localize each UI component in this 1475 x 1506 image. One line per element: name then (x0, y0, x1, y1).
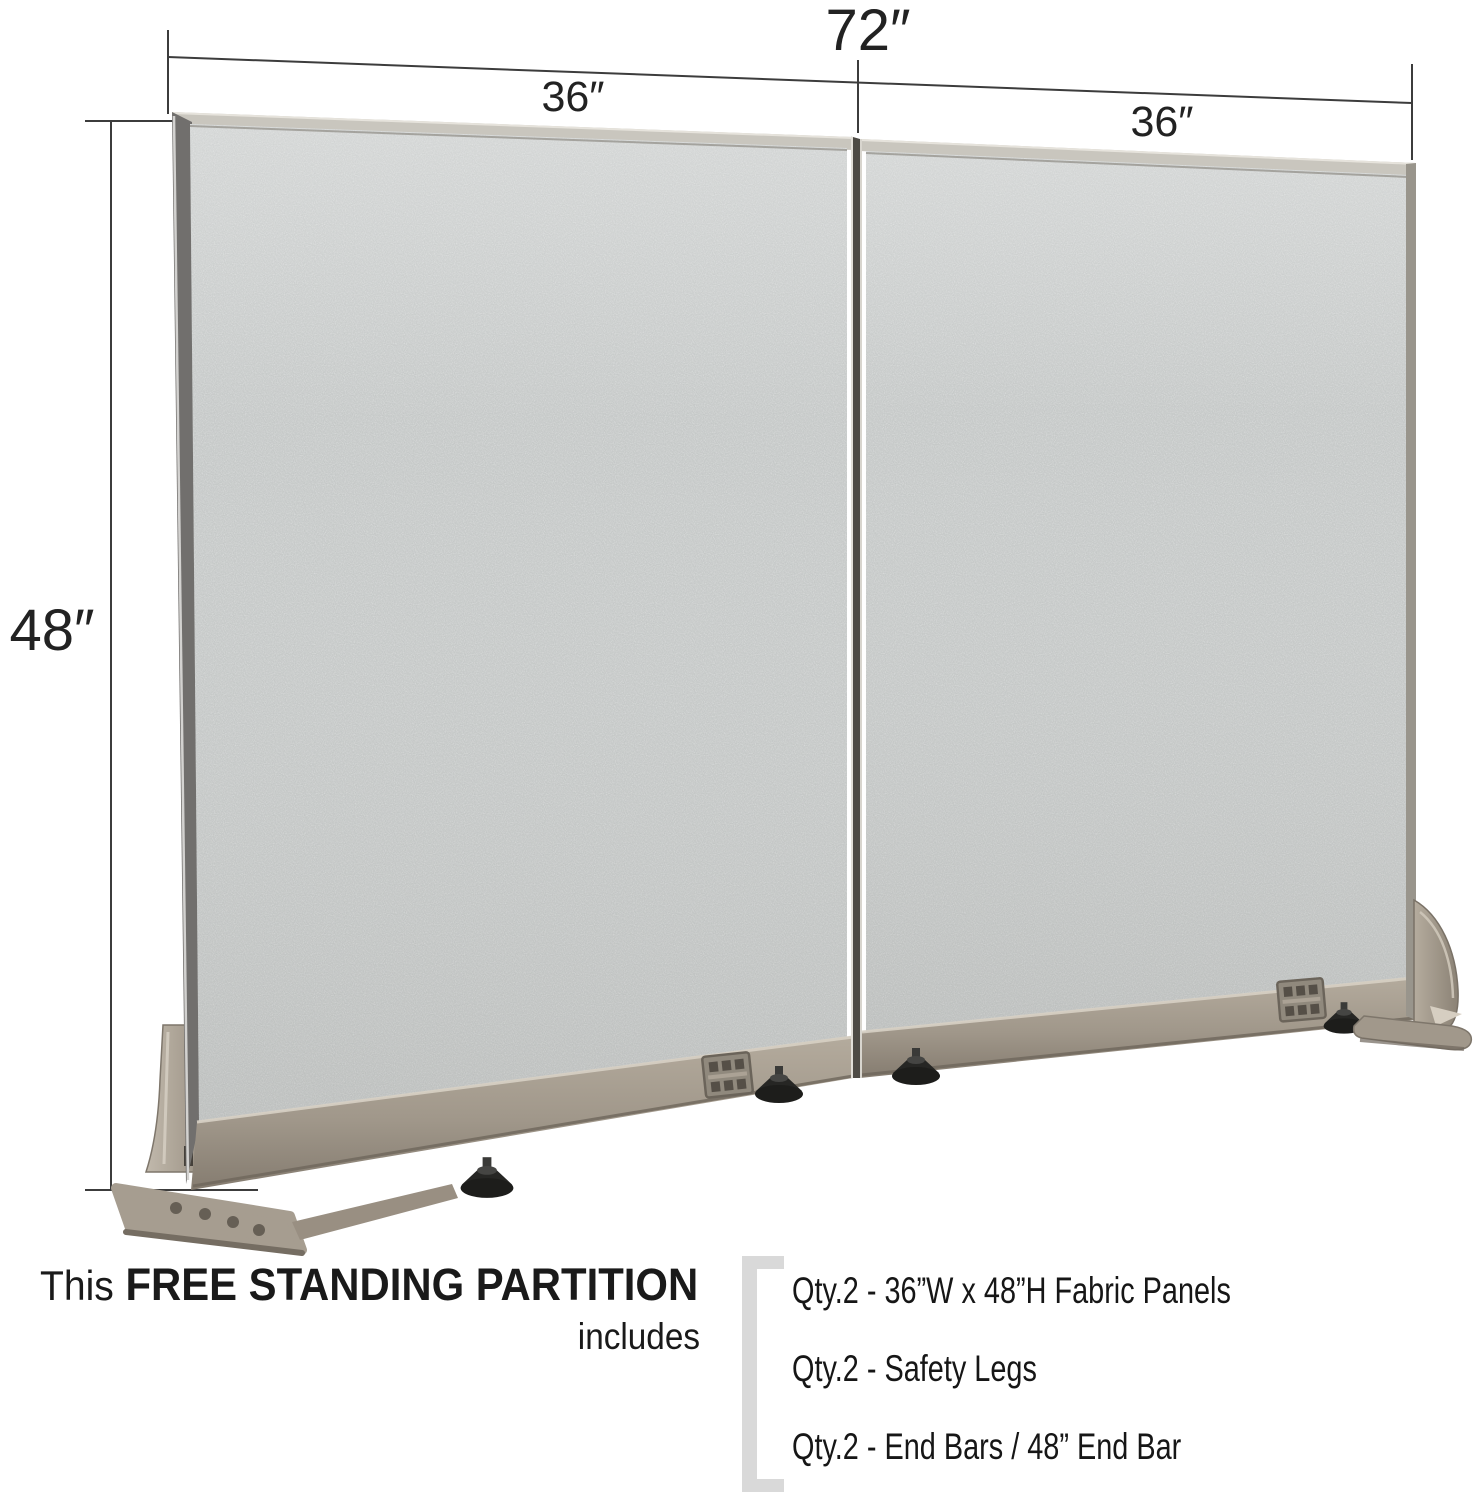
list-bracket (742, 1256, 784, 1492)
right-panel (860, 139, 1416, 1085)
dim-left-panel-width-label: 36″ (541, 73, 605, 121)
caption-title: FREE STANDING PARTITION (125, 1259, 699, 1310)
left-panel-knockout-plate (702, 1052, 753, 1098)
caption-block (40, 1260, 700, 1358)
dim-right-panel-width-label: 36″ (1130, 98, 1194, 146)
includes-list (792, 1272, 1355, 1506)
right-panel-end-frame (1406, 163, 1416, 1020)
dim-height-label: 48″ (9, 598, 95, 663)
right-panel-knockout-plate (1277, 978, 1326, 1022)
dim-total-width-label: 72″ (825, 0, 911, 63)
dim-width-line (168, 57, 1412, 103)
list-item-safety-legs: Qty.2 - Safety Legs (792, 1348, 1037, 1389)
left-panel (172, 112, 853, 1190)
caption-prefix: This (40, 1262, 114, 1309)
caption-includes-word: includes (577, 1315, 700, 1357)
list-item-fabric-panels: Qty.2 - 36”W x 48”H Fabric Panels (792, 1270, 1231, 1311)
caption-headline (40, 1259, 699, 1310)
panel-joint (851, 136, 862, 1078)
list-item-end-bars: Qty.2 - End Bars / 48” End Bar (792, 1426, 1182, 1467)
left-leg-glide (461, 1157, 514, 1198)
